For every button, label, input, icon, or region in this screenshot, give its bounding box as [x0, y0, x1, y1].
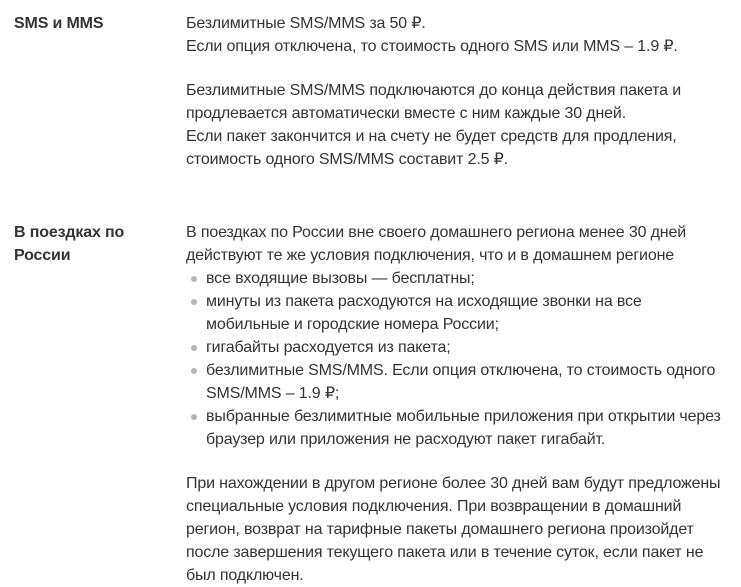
outro-paragraph: При нахождении в другом регионе более 30 дней вам будут предложены специальные условия подключения. При возвращении в домашний регион, возврат на тарифные пакеты домашнего региона произойдет после завершения текущего пакета или в течение суток, если пакет не был подключен. [186, 475, 721, 584]
paragraph-line: Безлимитные SMS/MMS за 50 ₽. [186, 15, 426, 32]
list-item: минуты из пакета расходуются на исходящие звонки на все мобильные и городские номера России; [186, 290, 726, 336]
paragraph-line: Безлимитные SMS/MMS подключаются до конца действия пакета и продлевается автоматически вместе с ним каждые 30 дней. [186, 82, 682, 122]
paragraph [186, 79, 726, 171]
intro-paragraph: В поездках по России вне своего домашнего региона менее 30 дней действуют те же условия подключения, что и в домашнем регионе [186, 224, 687, 264]
paragraph-line: Если опция отключена, то стоимость одного SMS или MMS – 1.9 ₽. [186, 38, 678, 55]
section-travel-russia [14, 221, 726, 587]
section-sms-mms [14, 12, 726, 171]
list-item: гигабайты расходуется из пакета; [186, 336, 726, 359]
section-content-travel-russia [186, 221, 726, 587]
list-item: безлимитные SMS/MMS. Если опция отключена, то стоимость одного SMS/MMS – 1.9 ₽; [186, 359, 726, 405]
section-label-travel-russia: В поездках по России [14, 224, 125, 264]
section-content-sms-mms [186, 12, 726, 171]
section-label-sms-mms: SMS и MMS [14, 15, 104, 32]
bullet-list [186, 267, 726, 451]
paragraph [186, 12, 726, 58]
paragraph-line: Если пакет закончится и на счету не будет средств для продления, стоимость одного SMS/MMS составит 2.5 ₽. [186, 128, 677, 168]
list-item: все входящие вызовы — бесплатны; [186, 267, 726, 290]
list-item: выбранные безлимитные мобильные приложения при открытии через браузер или приложения не расходуют пакет гигабайт. [186, 405, 726, 451]
